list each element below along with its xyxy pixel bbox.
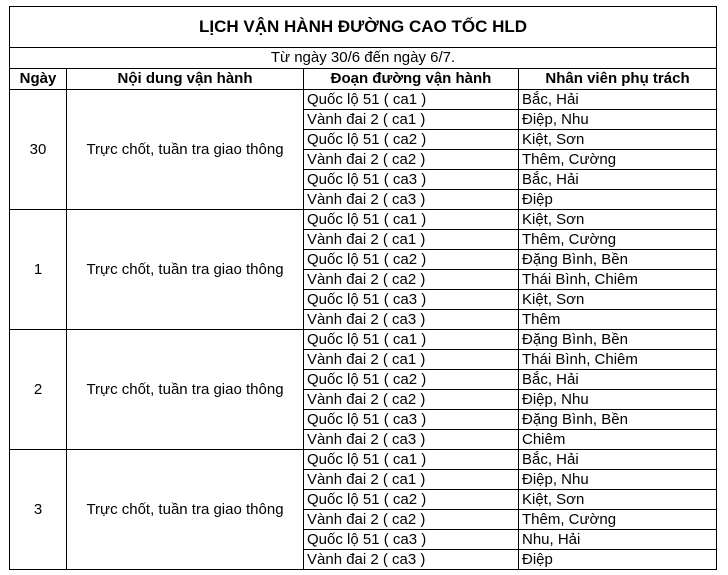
staff-cell: Nhu, Hải <box>519 530 717 550</box>
segment-cell: Quốc lộ 51 ( ca1 ) <box>304 90 519 110</box>
staff-cell: Thái Bình, Chiêm <box>519 350 717 370</box>
content-cell: Trực chốt, tuần tra giao thông <box>67 210 304 330</box>
staff-cell: Kiệt, Sơn <box>519 290 717 310</box>
segment-cell: Quốc lộ 51 ( ca1 ) <box>304 450 519 470</box>
segment-cell: Vành đai 2 ( ca1 ) <box>304 470 519 490</box>
staff-cell: Điệp, Nhu <box>519 390 717 410</box>
header-staff: Nhân viên phụ trách <box>519 69 717 90</box>
staff-cell: Đặng Bình, Bền <box>519 330 717 350</box>
staff-cell: Bắc, Hải <box>519 90 717 110</box>
segment-cell: Vành đai 2 ( ca3 ) <box>304 550 519 570</box>
segment-cell: Quốc lộ 51 ( ca3 ) <box>304 530 519 550</box>
segment-cell: Quốc lộ 51 ( ca3 ) <box>304 170 519 190</box>
segment-cell: Vành đai 2 ( ca3 ) <box>304 310 519 330</box>
segment-cell: Vành đai 2 ( ca3 ) <box>304 190 519 210</box>
segment-cell: Vành đai 2 ( ca2 ) <box>304 510 519 530</box>
staff-cell: Bắc, Hải <box>519 450 717 470</box>
staff-cell: Kiệt, Sơn <box>519 210 717 230</box>
date-range-subtitle: Từ ngày 30/6 đến ngày 6/7. <box>10 48 717 69</box>
segment-cell: Vành đai 2 ( ca1 ) <box>304 110 519 130</box>
table-row <box>10 330 717 350</box>
header-row <box>10 69 717 90</box>
day-cell: 3 <box>10 450 67 570</box>
day-cell: 1 <box>10 210 67 330</box>
segment-cell: Quốc lộ 51 ( ca1 ) <box>304 330 519 350</box>
staff-cell: Kiệt, Sơn <box>519 130 717 150</box>
segment-cell: Vành đai 2 ( ca2 ) <box>304 150 519 170</box>
schedule-body <box>10 90 717 570</box>
segment-cell: Vành đai 2 ( ca1 ) <box>304 230 519 250</box>
table-row <box>10 90 717 110</box>
staff-cell: Điệp, Nhu <box>519 110 717 130</box>
segment-cell: Vành đai 2 ( ca2 ) <box>304 270 519 290</box>
staff-cell: Kiệt, Sơn <box>519 490 717 510</box>
staff-cell: Thêm, Cường <box>519 150 717 170</box>
staff-cell: Thêm, Cường <box>519 510 717 530</box>
staff-cell: Đặng Bình, Bền <box>519 250 717 270</box>
day-cell: 2 <box>10 330 67 450</box>
staff-cell: Thêm <box>519 310 717 330</box>
day-cell: 30 <box>10 90 67 210</box>
segment-cell: Quốc lộ 51 ( ca3 ) <box>304 410 519 430</box>
header-content: Nội dung vận hành <box>67 69 304 90</box>
schedule-sheet <box>9 6 716 570</box>
segment-cell: Vành đai 2 ( ca3 ) <box>304 430 519 450</box>
segment-cell: Quốc lộ 51 ( ca1 ) <box>304 210 519 230</box>
segment-cell: Quốc lộ 51 ( ca3 ) <box>304 290 519 310</box>
header-day: Ngày <box>10 69 67 90</box>
segment-cell: Quốc lộ 51 ( ca2 ) <box>304 250 519 270</box>
staff-cell: Điệp, Nhu <box>519 470 717 490</box>
staff-cell: Điệp <box>519 190 717 210</box>
staff-cell: Bắc, Hải <box>519 370 717 390</box>
segment-cell: Vành đai 2 ( ca1 ) <box>304 350 519 370</box>
segment-cell: Vành đai 2 ( ca2 ) <box>304 390 519 410</box>
table-row <box>10 450 717 470</box>
segment-cell: Quốc lộ 51 ( ca2 ) <box>304 130 519 150</box>
segment-cell: Quốc lộ 51 ( ca2 ) <box>304 370 519 390</box>
content-cell: Trực chốt, tuần tra giao thông <box>67 90 304 210</box>
staff-cell: Bắc, Hải <box>519 170 717 190</box>
staff-cell: Điệp <box>519 550 717 570</box>
staff-cell: Đặng Bình, Bền <box>519 410 717 430</box>
table-row <box>10 210 717 230</box>
header-segment: Đoạn đường vận hành <box>304 69 519 90</box>
segment-cell: Quốc lộ 51 ( ca2 ) <box>304 490 519 510</box>
content-cell: Trực chốt, tuần tra giao thông <box>67 330 304 450</box>
staff-cell: Chiêm <box>519 430 717 450</box>
page-title: LỊCH VẬN HÀNH ĐƯỜNG CAO TỐC HLD <box>10 7 717 48</box>
content-cell: Trực chốt, tuần tra giao thông <box>67 450 304 570</box>
schedule-table <box>9 6 717 570</box>
staff-cell: Thái Bình, Chiêm <box>519 270 717 290</box>
staff-cell: Thêm, Cường <box>519 230 717 250</box>
